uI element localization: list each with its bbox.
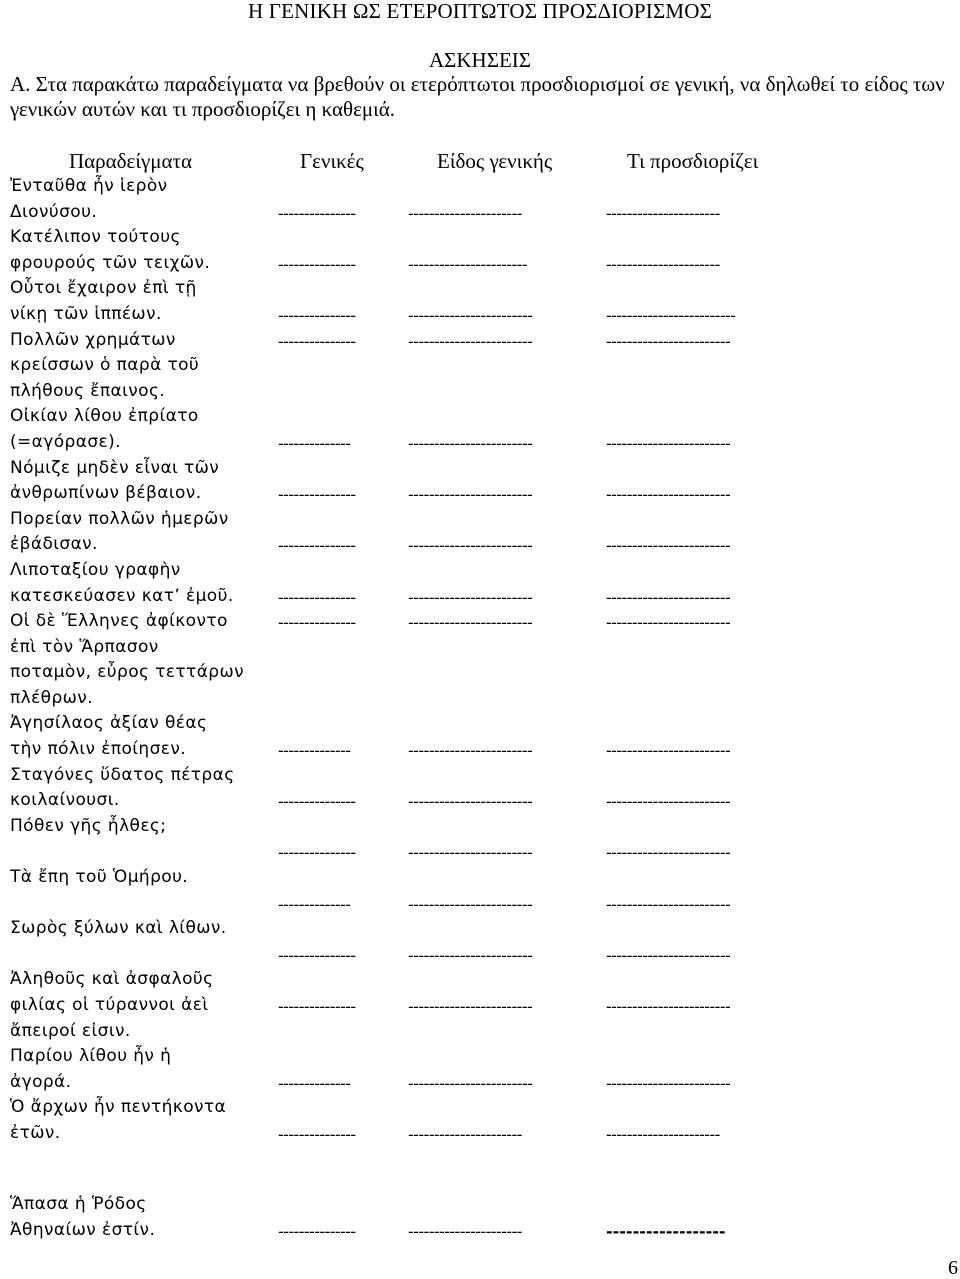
example-line: ποταμὸν, εὖρος τεττάρων [10,662,245,683]
genitive-type-answer-blank[interactable]: ------------------------ [408,843,533,863]
example-sentence [10,1095,270,1146]
example-line: Ἀγησίλαος ἀξίαν θέας [10,713,208,734]
page-number: 6 [948,1257,958,1279]
genitive-answer-blank[interactable]: --------------- [278,203,356,223]
example-line: ἐβάδισαν. [10,534,98,555]
exercise-table [10,148,960,1243]
modified-word-answer-blank[interactable]: ------------------------ [606,1073,731,1093]
example-line: Διονύσου. [10,201,98,222]
genitive-type-answer-blank[interactable]: ---------------------- [408,1124,522,1144]
example-line: πλέθρων. [10,687,94,708]
genitive-type-answer-blank[interactable]: ------------------------ [408,485,533,505]
modified-word-answer-blank[interactable]: ------------------------ [606,843,731,863]
genitive-type-answer-blank[interactable]: ------------------------ [408,433,533,453]
table-row [10,276,960,327]
modified-word-answer-blank[interactable]: ------------------------- [606,305,736,325]
genitive-type-answer-blank[interactable]: ------------------------ [408,536,533,556]
example-line: Νόμιζε μηδὲν εἶναι τῶν [10,457,220,478]
table-body [10,174,960,1243]
example-sentence [10,507,270,558]
genitive-answer-blank[interactable]: --------------- [278,536,356,556]
modified-word-answer-blank[interactable]: ------------------------ [606,613,731,633]
example-line: πλήθους ἔπαινος. [10,380,166,401]
modified-word-answer-blank[interactable]: ------------------------ [606,331,731,351]
example-line: Τὰ ἔπη τοῦ Ὁμήρου. [10,867,189,888]
genitive-type-answer-blank[interactable]: ----------------------- [408,254,527,274]
genitive-type-answer-blank[interactable]: ------------------------ [408,997,533,1016]
example-sentence [10,609,270,711]
modified-word-answer-blank[interactable]: ------------------------ [606,485,731,505]
example-line: κρείσσων ὁ παρὰ τοῦ [10,355,200,376]
table-row [10,174,960,225]
example-line: Οἰκίαν λίθου ἐπρίατο [10,406,199,427]
genitive-answer-blank[interactable]: --------------- [278,613,356,633]
table-row [10,814,960,865]
modified-word-answer-blank[interactable]: ------------------------ [606,792,731,812]
page-title: Η ΓΕΝΙΚΗ ΩΣ ΕΤΕΡΟΠΤΩΤΟΣ ΠΡΟΣΔΙΟΡΙΣΜΟΣ [247,0,713,23]
genitive-type-answer-blank[interactable]: ------------------------ [408,613,533,633]
modified-word-answer-blank[interactable]: ------------------------ [606,587,731,607]
example-line: Οἱ δὲ Ἕλληνες ἀφίκοντο [10,611,228,632]
table-row [10,456,960,507]
example-line: ἐπὶ τὸν Ἅρπασον [10,636,159,657]
example-line: φιλίας οἱ τύραννοι ἀεὶ [10,995,209,1015]
example-line: ἄπειροί εἰσιν. [10,1020,131,1041]
example-line: ἐτῶν. [10,1122,61,1143]
example-line: φρουρούς τῶν τειχῶν. [10,252,211,273]
modified-word-answer-blank[interactable]: ------------------------ [606,997,731,1016]
table-row [10,225,960,276]
table-row [10,1167,960,1244]
genitive-answer-blank[interactable]: --------------- [278,945,356,965]
genitive-answer-blank[interactable]: --------------- [278,843,356,863]
example-line: Οὗτοι ἔχαιρον ἐπὶ τῇ [10,278,197,299]
header-what-it-modifies: Τι προσδιορίζει [627,149,759,173]
genitive-answer-blank[interactable]: --------------- [278,331,356,351]
example-line: Πόθεν γῆς ἦλθες; [10,815,167,836]
example-line: Ὁ ἄρχων ἦν πεντήκοντα [10,1097,227,1118]
table-row [10,558,960,609]
exercise-instructions: A. Στα παρακάτω παραδείγματα να βρεθούν οι ετερόπτωτοι προσδιορισμοί σε γενική, να δηλωθεί το είδος των γενικών αυτών και τι προσδιορίζει η καθεμιά. [10,72,945,121]
example-line [10,839,270,865]
genitive-answer-blank[interactable]: --------------- [278,997,356,1016]
genitive-type-answer-blank[interactable]: ------------------------ [408,587,533,607]
example-sentence [10,404,270,455]
example-line: Σωρὸς ξύλων καὶ λίθων. [10,918,227,939]
modified-word-answer-blank[interactable]: ------------------------ [606,536,731,556]
modified-word-answer-blank[interactable]: ---------------------- [606,254,720,274]
genitive-type-answer-blank[interactable]: ---------------------- [408,1221,522,1241]
table-row [10,916,960,967]
genitive-answer-blank[interactable]: --------------- [278,1221,356,1241]
header-genitive-type: Είδος γενικής [437,149,553,173]
genitive-type-answer-blank[interactable]: ------------------------ [408,792,533,812]
example-line: ἀνθρωπίνων βέβαιον. [10,483,202,504]
example-line: Ἐνταῦθα ἦν ἱερὸν [10,176,168,196]
genitive-answer-blank[interactable]: -------------- [278,894,351,914]
exercises-heading: ΑΣΚΗΣΕΙΣ [429,48,531,72]
example-line [10,891,270,917]
genitive-answer-blank[interactable]: --------------- [278,485,356,505]
table-row [10,763,960,814]
example-line: Πολλῶν χρημάτων [10,329,176,350]
example-sentence [10,967,270,1044]
example-line: Παρίου λίθου ἦν ἡ [10,1046,172,1067]
example-line: Λιποταξίου γραφὴν [10,559,181,580]
genitive-type-answer-blank[interactable]: ------------------------ [408,741,533,761]
genitive-type-answer-blank[interactable]: ------------------------ [408,1073,533,1093]
example-line [10,1167,270,1193]
genitive-type-answer-blank[interactable]: ------------------------ [408,331,533,351]
example-sentence [10,865,270,916]
example-sentence [10,711,270,762]
example-line: νίκῃ τῶν ἱππέων. [10,303,162,324]
example-sentence [10,558,270,609]
genitive-type-answer-blank[interactable]: ---------------------- [408,203,522,223]
table-row [10,1095,960,1146]
example-line: Ἀθηναίων ἐστίν. [10,1219,156,1240]
modified-word-answer-blank[interactable]: ------------------------ [606,945,731,965]
table-row [10,404,960,455]
example-sentence [10,763,270,814]
example-sentence [10,456,270,507]
table-row [10,711,960,762]
example-line: Κατέλιπον τούτους [10,227,181,248]
example-line: Ἅπασα ἡ Ῥόδος [10,1194,147,1215]
genitive-type-answer-blank[interactable]: ------------------------ [408,305,533,325]
table-row [10,328,960,405]
table-row [10,507,960,558]
example-line: κατεσκεύασεν κατ’ ἐμοῦ. [10,585,234,606]
example-line: κοιλαίνουσι. [10,790,120,811]
genitive-type-answer-blank[interactable]: ------------------------ [408,945,533,965]
header-genitives: Γενικές [300,149,364,173]
example-sentence [10,1167,270,1244]
table-row [10,609,960,711]
example-sentence [10,1044,270,1095]
example-line: Πορείαν πολλῶν ἡμερῶν [10,508,229,529]
example-line: Ἀληθοῦς καὶ ἀσφαλοῦς [10,969,214,990]
example-line [10,942,270,968]
genitive-answer-blank[interactable]: -------------- [278,433,351,453]
genitive-type-answer-blank[interactable]: ------------------------ [408,894,533,914]
modified-word-answer-blank[interactable]: ------------------ [606,1221,726,1241]
table-row [10,865,960,916]
modified-word-answer-blank[interactable]: ------------------------ [606,433,731,453]
example-sentence [10,225,270,276]
genitive-answer-blank[interactable]: --------------- [278,254,356,274]
modified-word-answer-blank[interactable]: ------------------------ [606,894,731,914]
example-sentence [10,276,270,327]
table-header [10,148,960,174]
example-line: ἀγορά. [10,1071,72,1092]
modified-word-answer-blank[interactable]: ------------------------ [606,741,731,761]
example-sentence [10,814,270,865]
example-sentence [10,174,270,225]
genitive-answer-blank[interactable]: -------------- [278,1073,351,1093]
example-sentence [10,328,270,405]
header-examples: Παραδείγματα [69,149,192,173]
genitive-answer-blank[interactable]: --------------- [278,305,356,325]
genitive-answer-blank[interactable]: --------------- [278,792,356,812]
modified-word-answer-blank[interactable]: ---------------------- [606,1124,720,1144]
genitive-answer-blank[interactable]: --------------- [278,587,356,607]
example-line: Σταγόνες ὕδατος πέτρας [10,764,235,785]
example-sentence [10,916,270,967]
example-line: (=αγόρασε). [10,431,121,452]
example-line: τὴν πόλιν ἐποίησεν. [10,739,187,760]
table-row [10,1044,960,1095]
genitive-answer-blank[interactable]: -------------- [278,741,351,761]
table-row [10,967,960,1044]
modified-word-answer-blank[interactable]: ---------------------- [606,203,720,223]
genitive-answer-blank[interactable]: --------------- [278,1124,356,1144]
